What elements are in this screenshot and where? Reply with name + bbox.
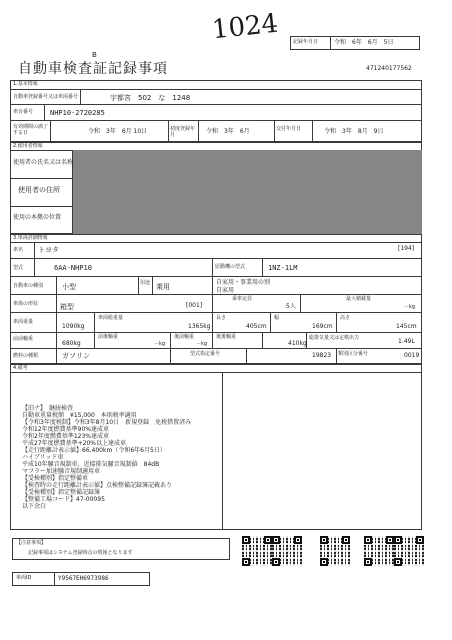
vehicle-type-label: 自動車の種別 — [13, 283, 44, 289]
first-registration-value: 令和 3年 6月 — [206, 128, 250, 135]
rr-axle-value: 410kg — [288, 340, 307, 347]
gross-weight-label: 車両総重量 — [98, 315, 124, 321]
fr-axle-value: －kg — [154, 341, 166, 347]
expiry-date-label: 有効期間の満了する日 — [13, 124, 49, 136]
ff-axle-label: 前前軸重 — [13, 336, 34, 342]
qr-code-1 — [242, 536, 272, 566]
use-value: 乗用 — [156, 283, 170, 291]
capacity-label: 乗車定員 — [232, 296, 253, 302]
notice-text: 記録事項はシステム登録時点の情報となります — [28, 550, 133, 556]
length-label: 長さ — [216, 315, 227, 321]
qr-code-3 — [320, 536, 350, 566]
qr-code-2 — [272, 536, 302, 566]
remark-line: 平成27年度燃費基準+20%以上達成車 — [22, 440, 126, 447]
section4-heading: 4.備考 — [13, 365, 28, 371]
chassis-number-value: NHP10-2720285 — [50, 109, 105, 117]
issue-date-value: 令和 3年 8月 9日 — [324, 128, 384, 135]
length-value: 405cm — [246, 323, 267, 330]
qr-code-5 — [394, 536, 424, 566]
height-label: 高さ — [340, 315, 351, 321]
width-value: 169cm — [312, 323, 333, 330]
business-value: 自家用 — [216, 287, 235, 294]
record-date-value: 令和 6年 6月 5日 — [334, 39, 394, 46]
remark-line: 【旧ナ】 継続検査 — [22, 405, 74, 412]
remark-line: 【受検種別】指定整備記録簿 — [22, 489, 101, 496]
engine-type-value: 1NZ-1LM — [268, 264, 298, 272]
reg-number-value: 宇都宮 502 な 1248 — [110, 94, 191, 102]
ff-axle-value: 680kg — [62, 340, 81, 347]
maker-code: [194] — [398, 245, 415, 252]
handwritten-number: 1024 — [210, 8, 280, 46]
first-registration-label: 初度登録年月 — [170, 126, 196, 138]
max-load-label: 最大積載量 — [346, 296, 372, 302]
remark-line: 令和12年度燃費基準90%達成車 — [22, 426, 109, 433]
fuel-type-value: ガソリン — [62, 352, 90, 360]
engine-type-label: 原動機の型式 — [215, 264, 246, 270]
remark-line: 【整備工場コード】47-00095 — [22, 496, 105, 503]
vehicle-weight-value: 1090kg — [62, 323, 85, 330]
remark-line: 【走行距離計表示値】66,400km（令和6年6月5日） — [22, 447, 166, 454]
fuel-type-label: 燃料の種類 — [13, 353, 39, 359]
remark-line: ハイブリッド車 — [22, 454, 64, 461]
fr-axle-label: 前後軸重 — [98, 334, 119, 340]
remark-line: マフラー加速騒音規制適用車 — [22, 468, 101, 475]
chassis-number-label: 車台番号 — [13, 109, 34, 115]
displacement-value: 1.49L — [398, 338, 415, 345]
small-b-mark: B — [92, 51, 97, 59]
height-value: 145cm — [396, 323, 417, 330]
gross-weight-value: 1365kg — [188, 323, 211, 330]
body-shape-value: 箱型 — [60, 303, 74, 311]
vehicle-id-value: Y9567EH6973986 — [58, 575, 109, 582]
section2-heading: 2.使用者情報 — [13, 143, 43, 149]
remark-line: 【令和3年度税制】令和3年8月10日 新規登録 免税措置済み — [22, 419, 192, 426]
owner-name-label: 使用者の氏名又は名称 — [13, 159, 74, 166]
rf-axle-label: 後前軸重 — [174, 334, 195, 340]
class-number-label: 類別区分番号 — [338, 351, 369, 357]
section3-heading: 3.車両詳細情報 — [13, 235, 48, 241]
maker-value: トヨタ — [38, 246, 59, 254]
type-cert-value: 19823 — [312, 352, 332, 359]
body-shape-label: 車体の形状 — [13, 301, 39, 307]
model-label: 型式 — [13, 265, 24, 271]
capacity-value: 5人 — [286, 303, 296, 310]
reg-number-label: 自動車登録番号又は車両番号 — [13, 94, 79, 100]
remark-line: 平成10年騒音規制車、近接排気騒音規制値 84dB — [22, 461, 160, 468]
body-shape-code: [001] — [186, 302, 203, 309]
displacement-label: 総排気量又は定格出力 — [309, 335, 360, 341]
maker-label: 車名 — [13, 247, 24, 253]
model-value: 6AA-NHP10 — [54, 264, 92, 272]
notice-title: 【注意事項】 — [16, 540, 47, 546]
page-title: 自動車検査証記録事項 — [18, 61, 168, 77]
rr-axle-label: 後後軸重 — [216, 334, 237, 340]
base-location-label: 使用の本拠の位置 — [13, 214, 62, 221]
remark-line: 【受検種別】指定整備車 — [22, 475, 89, 482]
remark-line: 自動車重量税額 ¥15,000 本則税率適用 — [22, 412, 137, 419]
business-label: 自家用・事業用の別 — [216, 279, 271, 286]
type-cert-label: 型式指定番号 — [190, 351, 221, 357]
vehicle-weight-label: 車両重量 — [13, 319, 34, 325]
rf-axle-value: －kg — [196, 341, 208, 347]
remark-line: 令和2年度燃費基準123%達成車 — [22, 433, 109, 440]
issue-date-label: 交付年月日 — [276, 126, 302, 132]
qr-code-4 — [364, 536, 394, 566]
max-load-value: －kg — [404, 304, 416, 310]
vehicle-type-value: 小型 — [62, 283, 76, 291]
user-address-label: 使用者の住所 — [18, 186, 60, 194]
vehicle-id-label: 車両ID — [16, 575, 32, 581]
use-label: 用途 — [140, 280, 151, 286]
remark-line: 【検査時の走行距離計表示値】点検整備記録簿記載あり — [22, 482, 173, 489]
remark-line: 以下余白 — [22, 503, 47, 510]
width-label: 幅 — [274, 315, 280, 321]
redacted-user-info — [73, 150, 422, 234]
document-number: 471240177562 — [366, 65, 412, 72]
class-number-value: 0019 — [404, 352, 420, 359]
expiry-date-value: 令和 3年 6月 10日 — [88, 128, 148, 135]
record-date-label: 記録年月日 — [293, 39, 319, 45]
section1-heading: 1.基本情報 — [13, 81, 38, 87]
